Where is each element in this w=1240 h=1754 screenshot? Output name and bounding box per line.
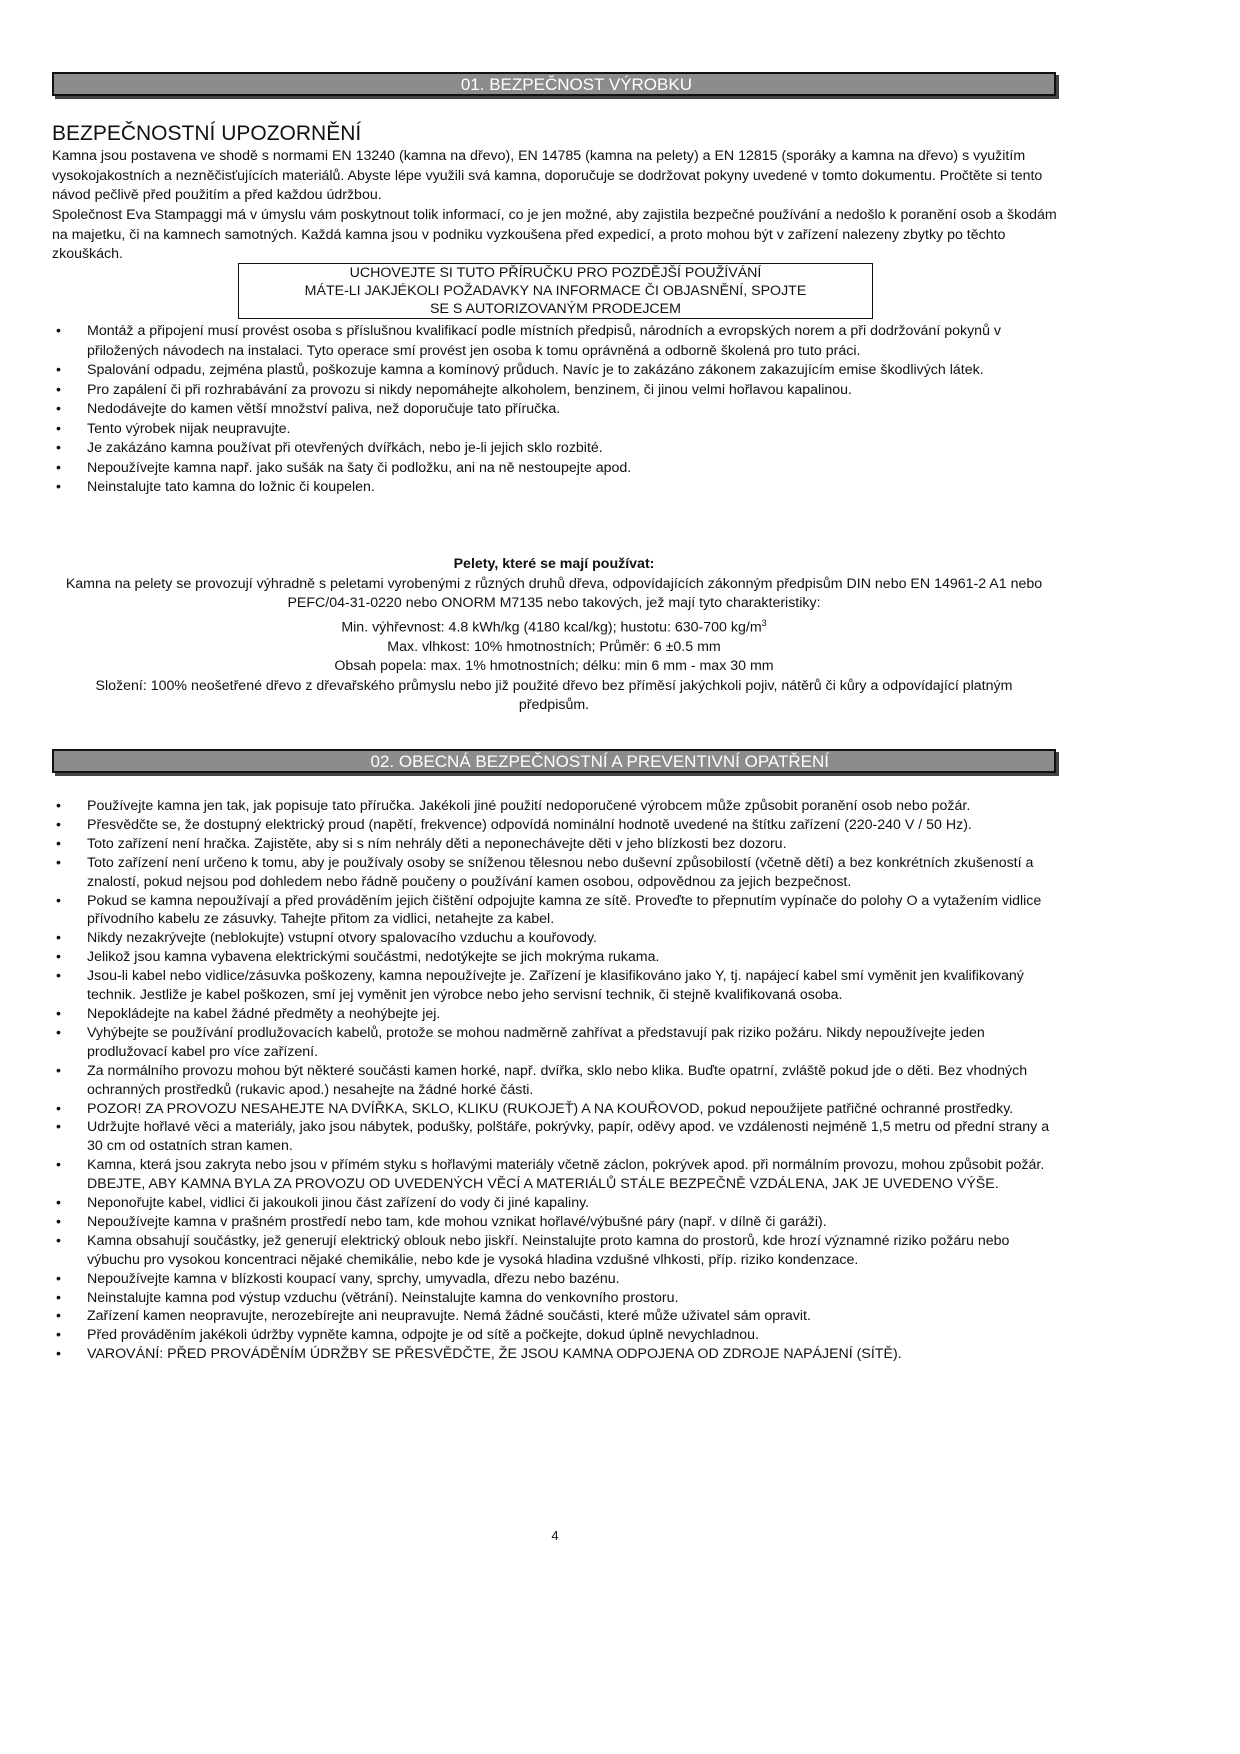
list-item: • Montáž a připojení musí provést osoba s příslušnou kvalifikací podle místních předpisů, národních a evropských norem a při dodržování pokynů v přiložených návodech na instalaci. Tyto operace smí provést jen osoba k tomu oprávněná a odborně školená pro tuto práci. xyxy=(52,322,1060,361)
notice-line: MÁTE-LI JAKJÉKOLI POŽADAVKY NA INFORMACE ČI OBJASNĚNÍ, SPOJTE xyxy=(304,283,807,300)
pellets-calorific-value xyxy=(52,614,1056,638)
list-item: • Neinstalujte tato kamna do ložnic či koupelen. xyxy=(52,478,1060,498)
safety-warnings-heading: BEZPEČNOSTNÍ UPOZORNĚNÍ xyxy=(52,122,362,145)
list-item: • Tento výrobek nijak neupravujte. xyxy=(52,420,1060,440)
list-item: • Jelikož jsou kamna vybavena elektrickými součástmi, nedotýkejte se jich mokrýma rukama. xyxy=(52,948,1060,967)
list-item: • Zařízení kamen neopravujte, nerozebírejte ani neupravujte. Nemá žádné součásti, které může uživatel sám opravit. xyxy=(52,1307,1060,1326)
pellets-spec-block xyxy=(52,555,1056,716)
notice-line: UCHOVEJTE SI TUTO PŘÍRUČKU PRO POZDĚJŠÍ POUŽÍVÁNÍ xyxy=(349,265,762,281)
list-item: • Udržujte hořlavé věci a materiály, jako jsou nábytek, podušky, polštáře, pokrývky, papír, oděvy apod. ve vzdálenosti nejméně 1,5 metru od přední strany a 30 cm od ostatních stran kamen. xyxy=(52,1118,1060,1156)
list-item: • Nepoužívejte kamna např. jako sušák na šaty či podložku, ani na ně nestoupejte apod. xyxy=(52,459,1060,479)
list-item: • POZOR! ZA PROVOZU NESAHEJTE NA DVÍŘKA, SKLO, KLIKU (RUKOJEŤ) A NA KOUŘOVOD, pokud nepoužijete patřičné ochranné prostředky. xyxy=(52,1100,1060,1119)
pellets-moisture: Max. vlhkost: 10% hmotnostních; Průměr: 6 ±0.5 mm xyxy=(387,638,721,655)
list-item: • Vyhýbejte se používání prodlužovacích kabelů, protože se mohou nadměrně zahřívat a představují pak riziko požáru. Nikdy nepoužívejte jeden prodlužovací kabel pro více zařízení. xyxy=(52,1024,1060,1062)
pellets-ash: Obsah popela: max. 1% hmotnostních; délku: min 6 mm - max 30 mm xyxy=(334,658,774,675)
pellets-requirements: Kamna na pelety se provozují výhradně s peletami vyrobenými z různých druhů dřeva, odpovídajících zákonným předpisům DIN nebo EN 14961-2 A1 nebo PEFC/04-31-0220 nebo ONORM M7135 nebo takových, jež mají tyto charakteristiky: xyxy=(65,575,1043,611)
list-item: • Nepoužívejte kamna v blízkosti koupací vany, sprchy, umyvadla, dřezu nebo bazénu. xyxy=(52,1270,1060,1289)
list-item: • Používejte kamna jen tak, jak popisuje tato příručka. Jakékoli jiné použití nedoporučené výrobcem může způsobit poranění osob nebo požár. xyxy=(52,797,1060,816)
list-item: • Kamna obsahují součástky, jež generují elektrický oblouk nebo jiskří. Neinstalujte proto kamna do prostorů, kde hrozí významné riziko požáru nebo výbuchu pro vysokou koncentraci nějaké chemikálie, nebo kde je vysoká hladina vzdušné vlhkosti, příp. riziko kondenzace. xyxy=(52,1232,1060,1270)
list-item: • Nepoužívejte kamna v prašném prostředí nebo tam, kde mohou vznikat hořlavé/výbušné páry (např. v dílně či garáži). xyxy=(52,1213,1060,1232)
list-item: • Za normálního provozu mohou být některé součásti kamen horké, např. dvířka, sklo nebo klika. Buďte opatrní, zvláště pokud jde o děti. Bez vhodných ochranných prostředků (rukavic apod.) nesahejte na žádné horké části. xyxy=(52,1062,1060,1100)
list-item: • Pokud se kamna nepoužívají a před prováděním jejich čištění odpojujte kamna ze sítě. Proveďte to přepnutím vypínače do polohy O a vytažením vidlice přívodního kabelu ze zásuvky. Tahejte přitom za vidlici, netahejte za kabel. xyxy=(52,892,1060,930)
list-item: • Přesvědčte se, že dostupný elektrický proud (napětí, frekvence) odpovídá nominální hodnotě uvedené na štítku zařízení (220-240 V / 50 Hz). xyxy=(52,816,1060,835)
cubic-superscript: 3 xyxy=(761,617,767,628)
list-item: • Neponořujte kabel, vidlici či jakoukoli jinou část zařízení do vody či jiné kapaliny. xyxy=(52,1194,1060,1213)
section-2-header xyxy=(52,749,1056,773)
list-item: • Toto zařízení není určeno k tomu, aby je používaly osoby se sníženou tělesnou nebo duševní způsobilostí (včetně dětí) a bez konkrétních zkušeností a znalostí, pokud nejsou pod dohledem nebo řádně poučeny o používání kamen osobou, odpovědnou za jejich bezpečnost. xyxy=(52,854,1060,892)
list-item: • Spalování odpadu, zejména plastů, poškozuje kamna a komínový průduch. Navíc je to zakázáno zákonem zakazujícím emise škodlivých látek. xyxy=(52,361,1060,381)
notice-line: SE S AUTORIZOVANÝM PRODEJCEM xyxy=(430,301,681,318)
list-item: • VAROVÁNÍ: PŘED PROVÁDĚNÍM ÚDRŽBY SE PŘESVĚDČTE, ŽE JSOU KAMNA ODPOJENA OD ZDROJE NAPÁJENÍ (SÍTĚ). xyxy=(52,1345,1060,1364)
list-item: • Toto zařízení není hračka. Zajistěte, aby si s ním nehrály děti a neponechávejte děti v jeho blízkosti bez dozoru. xyxy=(52,835,1060,854)
section-1-header xyxy=(52,72,1056,96)
company-paragraph: Společnost Eva Stampaggi má v úmyslu vám poskytnout tolik informací, co je jen možné, aby zajistila bezpečné používání a nedošlo k poranění osob a škodám na majetku, či na kamnech samotných. Každá kamna jsou v podniku vyzkoušena před expedicí, a proto mohou být v zařízení nalezeny zbytky po těchto zkouškách. xyxy=(52,207,1057,262)
list-item: • Jsou-li kabel nebo vidlice/zásuvka poškozeny, kamna nepoužívejte je. Zařízení je klasifikováno jako Y, tj. napájecí kabel smí vyměnit jen kvalifikovaný technik. Jestliže je kabel poškozen, smí jej vyměnit jen výrobce nebo jeho servisní technik, či stejně kvalifikovaná osoba. xyxy=(52,967,1060,1005)
safety-bullet-list xyxy=(52,322,1060,498)
list-item: • Neinstalujte kamna pod výstup vzduchu (větrání). Neinstalujte kamna do venkovního prostoru. xyxy=(52,1289,1060,1308)
section-2-title: 02. OBECNÁ BEZPEČNOSTNÍ A PREVENTIVNÍ OPATŘENÍ xyxy=(370,752,829,771)
list-item: • Nepokládejte na kabel žádné předměty a neohýbejte jej. xyxy=(52,1005,1060,1024)
list-item: • Nikdy nezakrývejte (neblokujte) vstupní otvory spalovacího vzduchu a kouřovody. xyxy=(52,929,1060,948)
list-item: • Pro zapálení či při rozhrabávání za provozu si nikdy nepomáhejte alkoholem, benzinem, či jinou velmi hořlavou kapalinou. xyxy=(52,381,1060,401)
pellets-composition: Složení: 100% neošetřené dřevo z dřevařského průmyslu nebo již použité dřevo bez příměsí jakýchkoli pojiv, nátěrů či kůry a odpovídající platným předpisům. xyxy=(95,677,1013,714)
precautions-bullet-list xyxy=(52,797,1060,1364)
pellets-title: Pelety, které se mají používat: xyxy=(453,556,655,572)
section-1-title: 01. BEZPEČNOST VÝROBKU xyxy=(460,75,692,94)
list-item: • Kamna, která jsou zakryta nebo jsou v přímém styku s hořlavými materiály včetně záclon, pokrývek apod. při normálním provozu, mohou způsobit požár. DBEJTE, ABY KAMNA BYLA ZA PROVOZU OD UVEDENÝCH VĚCÍ A MATERIÁLŮ STÁLE BEZPEČNĚ VZDÁLENA, JAK JE UVEDENO VÝŠE. xyxy=(52,1156,1060,1194)
list-item: • Před prováděním jakékoli údržby vypněte kamna, odpojte je od sítě a počkejte, dokud úplně nevychladnou. xyxy=(52,1326,1060,1345)
list-item: • Je zakázáno kamna používat při otevřených dvířkách, nebo je-li jejich sklo rozbité. xyxy=(52,439,1060,459)
page-number: 4 xyxy=(551,1528,559,1543)
pellets-calorific-text: Min. výhřevnost: 4.8 kWh/kg (4180 kcal/kg); hustotu: 630-700 kg/m xyxy=(341,619,762,636)
list-item: • Nedodávejte do kamen větší množství paliva, než doporučuje tato příručka. xyxy=(52,400,1060,420)
keep-manual-notice xyxy=(238,263,873,319)
intro-paragraph: Kamna jsou postavena ve shodě s normami EN 13240 (kamna na dřevo), EN 14785 (kamna na pelety) a EN 12815 (sporáky a kamna na dřevo) s využitím vysokojakostních a nezněčisťujících materiálů. Abyste lépe využili svá kamna, doporučuje se dodržovat pokyny uvedené v tomto dokumentu. Pročtěte si tento návod pečlivě před použitím a před každou údržbou. xyxy=(52,148,1043,203)
